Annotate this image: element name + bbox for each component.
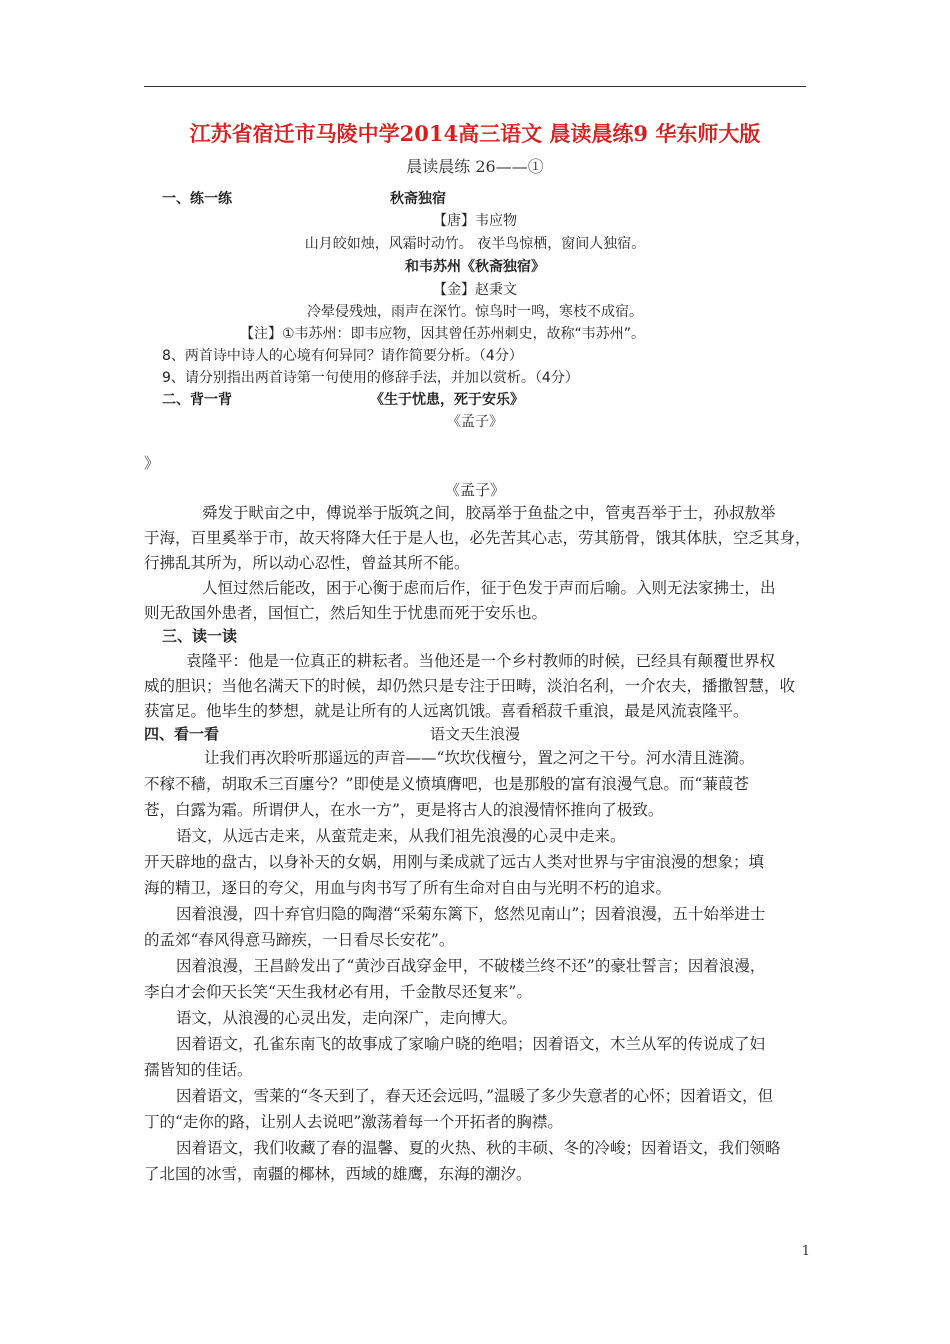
poem-1-title: 秋斋独宿 [390, 191, 446, 207]
poem-2-author: 【金】赵秉文 [433, 282, 517, 298]
section-3-heading: 三、读一读 [162, 627, 238, 645]
question-8: 8、两首诗中诗人的心境有何异同？请作简要分析。（4分） [162, 348, 523, 364]
stray-mark: 》 [144, 454, 160, 472]
essay-line: 李白才会仰天长笑“天生我材必有用，千金散尽还复来”。 [144, 983, 532, 1001]
passage-line: 人恒过然后能改，困于心衡于虑而后作，征于色发于声而后喻。入则无法家拂士，出 [202, 579, 776, 597]
essay-line: 语文，从远古走来，从蛮荒走来，从我们祖先浪漫的心灵中走来。 [176, 827, 626, 845]
header-rule [144, 86, 806, 87]
essay-line: 孺皆知的佳话。 [144, 1061, 253, 1079]
text-title-mengzi: 《生于忧患，死于安乐》 [370, 392, 524, 408]
essay-line: 因着浪漫，四十弃官归隐的陶潜“采菊东篱下，悠然见南山”；因着浪漫，五十始举进士 [176, 905, 766, 923]
essay-line: 因着语文，孔雀东南飞的故事成了家喻户晓的绝唱；因着语文，木兰从军的传说成了妇 [176, 1035, 766, 1053]
reading-line: 获富足。他毕生的梦想，就是让所有的人远离饥饿。喜看稻菽千重浪，最是风流袁隆平。 [144, 702, 749, 720]
passage-line: 于海，百里奚举于市，故天将降大任于是人也，必先苦其心志，劳其筋骨，饿其体肤，空乏其身， [144, 529, 811, 547]
source-label: 《孟子》 [447, 414, 503, 430]
essay-line: 开天辟地的盘古，以身补天的女娲，用刚与柔成就了远古人类对世界与宇宙浪漫的想象；填 [144, 853, 765, 871]
passage-line: 舜发于畎亩之中，傅说举于版筑之间，胶鬲举于鱼盐之中，管夷吾举于士，孙叔敖举 [202, 504, 776, 522]
essay-line: 因着语文，我们收藏了春的温馨、夏的火热、秋的丰硕、冬的冷峻；因着语文，我们领略 [176, 1139, 781, 1157]
poem-1-author: 【唐】韦应物 [433, 213, 517, 229]
source-label-2: 《孟子》 [444, 481, 505, 499]
annotation-note: 【注】①韦苏州：即韦应物，因其曾任苏州刺史，故称“韦苏州”。 [240, 326, 646, 342]
page-number: 1 [801, 1244, 810, 1259]
essay-line: 让我们再次聆听那遥远的声音——“坎坎伐檀兮，置之河之干兮。河水清且涟漪。 [204, 749, 755, 767]
document-title: 江苏省宿迁市马陵中学2014高三语文 晨读晨练9 华东师大版 [189, 121, 761, 146]
passage-line: 则无敌国外患者，国恒亡，然后知生于忧患而死于安乐也。 [144, 604, 548, 622]
essay-line: 的孟郊“春风得意马蹄疾，一日看尽长安花”。 [144, 931, 455, 949]
essay-line: 苍，白露为霜。所谓伊人，在水一方”，更是将古人的浪漫情怀推向了极致。 [144, 801, 664, 819]
poem-2-text: 冷晕侵残烛，雨声在深竹。惊鸟时一鸣，寒枝不成宿。 [307, 304, 643, 320]
essay-line: 不稼不穑，胡取禾三百廛兮？”即使是义愤填膺吧，也是那般的富有浪漫气息。而“蒹葭苍 [144, 775, 749, 793]
poem-1-text: 山月皎如烛，风霜时动竹。 夜半鸟惊栖，窗间人独宿。 [304, 236, 646, 252]
reading-line: 袁隆平：他是一位真正的耕耘者。当他还是一个乡村教师的时候，已经具有颠覆世界权 [186, 652, 776, 670]
section-1-heading: 一、练一练 [162, 191, 232, 207]
question-9: 9、请分别指出两首诗第一句使用的修辞手法，并加以赏析。（4分） [162, 370, 579, 386]
poem-2-title: 和韦苏州《秋斋独宿》 [405, 259, 545, 275]
section-4-heading: 四、看一看 [144, 725, 220, 743]
essay-line: 因着浪漫，王昌龄发出了“黄沙百战穿金甲，不破楼兰终不还”的豪壮誓言；因着浪漫， [176, 957, 766, 975]
essay-line: 海的精卫，逐日的夸父，用血与肉书写了所有生命对自由与光明不朽的追求。 [144, 879, 672, 897]
document-subtitle: 晨读晨练 26——① [406, 157, 544, 176]
passage-line: 行拂乱其所为，所以动心忍性，曾益其所不能。 [144, 554, 470, 572]
essay-line: 了北国的冰雪，南疆的椰林，西域的雄鹰，东海的潮汐。 [144, 1165, 532, 1183]
essay-title: 语文天生浪漫 [430, 725, 521, 743]
section-2-heading: 二、背一背 [162, 392, 232, 408]
essay-line: 因着语文，雪莱的“冬天到了，春天还会远吗，”温暖了多少失意者的心怀；因着语文，但 [176, 1087, 774, 1105]
reading-line: 威的胆识；当他名满天下的时候，却仍然只是专注于田畴，淡泊名利，一介农夫，播撒智慧，收 [144, 677, 796, 695]
essay-line: 语文，从浪漫的心灵出发，走向深广，走向博大。 [176, 1009, 518, 1027]
essay-line: 丁的“走你的路，让别人去说吧”激荡着每一个开拓者的胸襟。 [144, 1113, 563, 1131]
